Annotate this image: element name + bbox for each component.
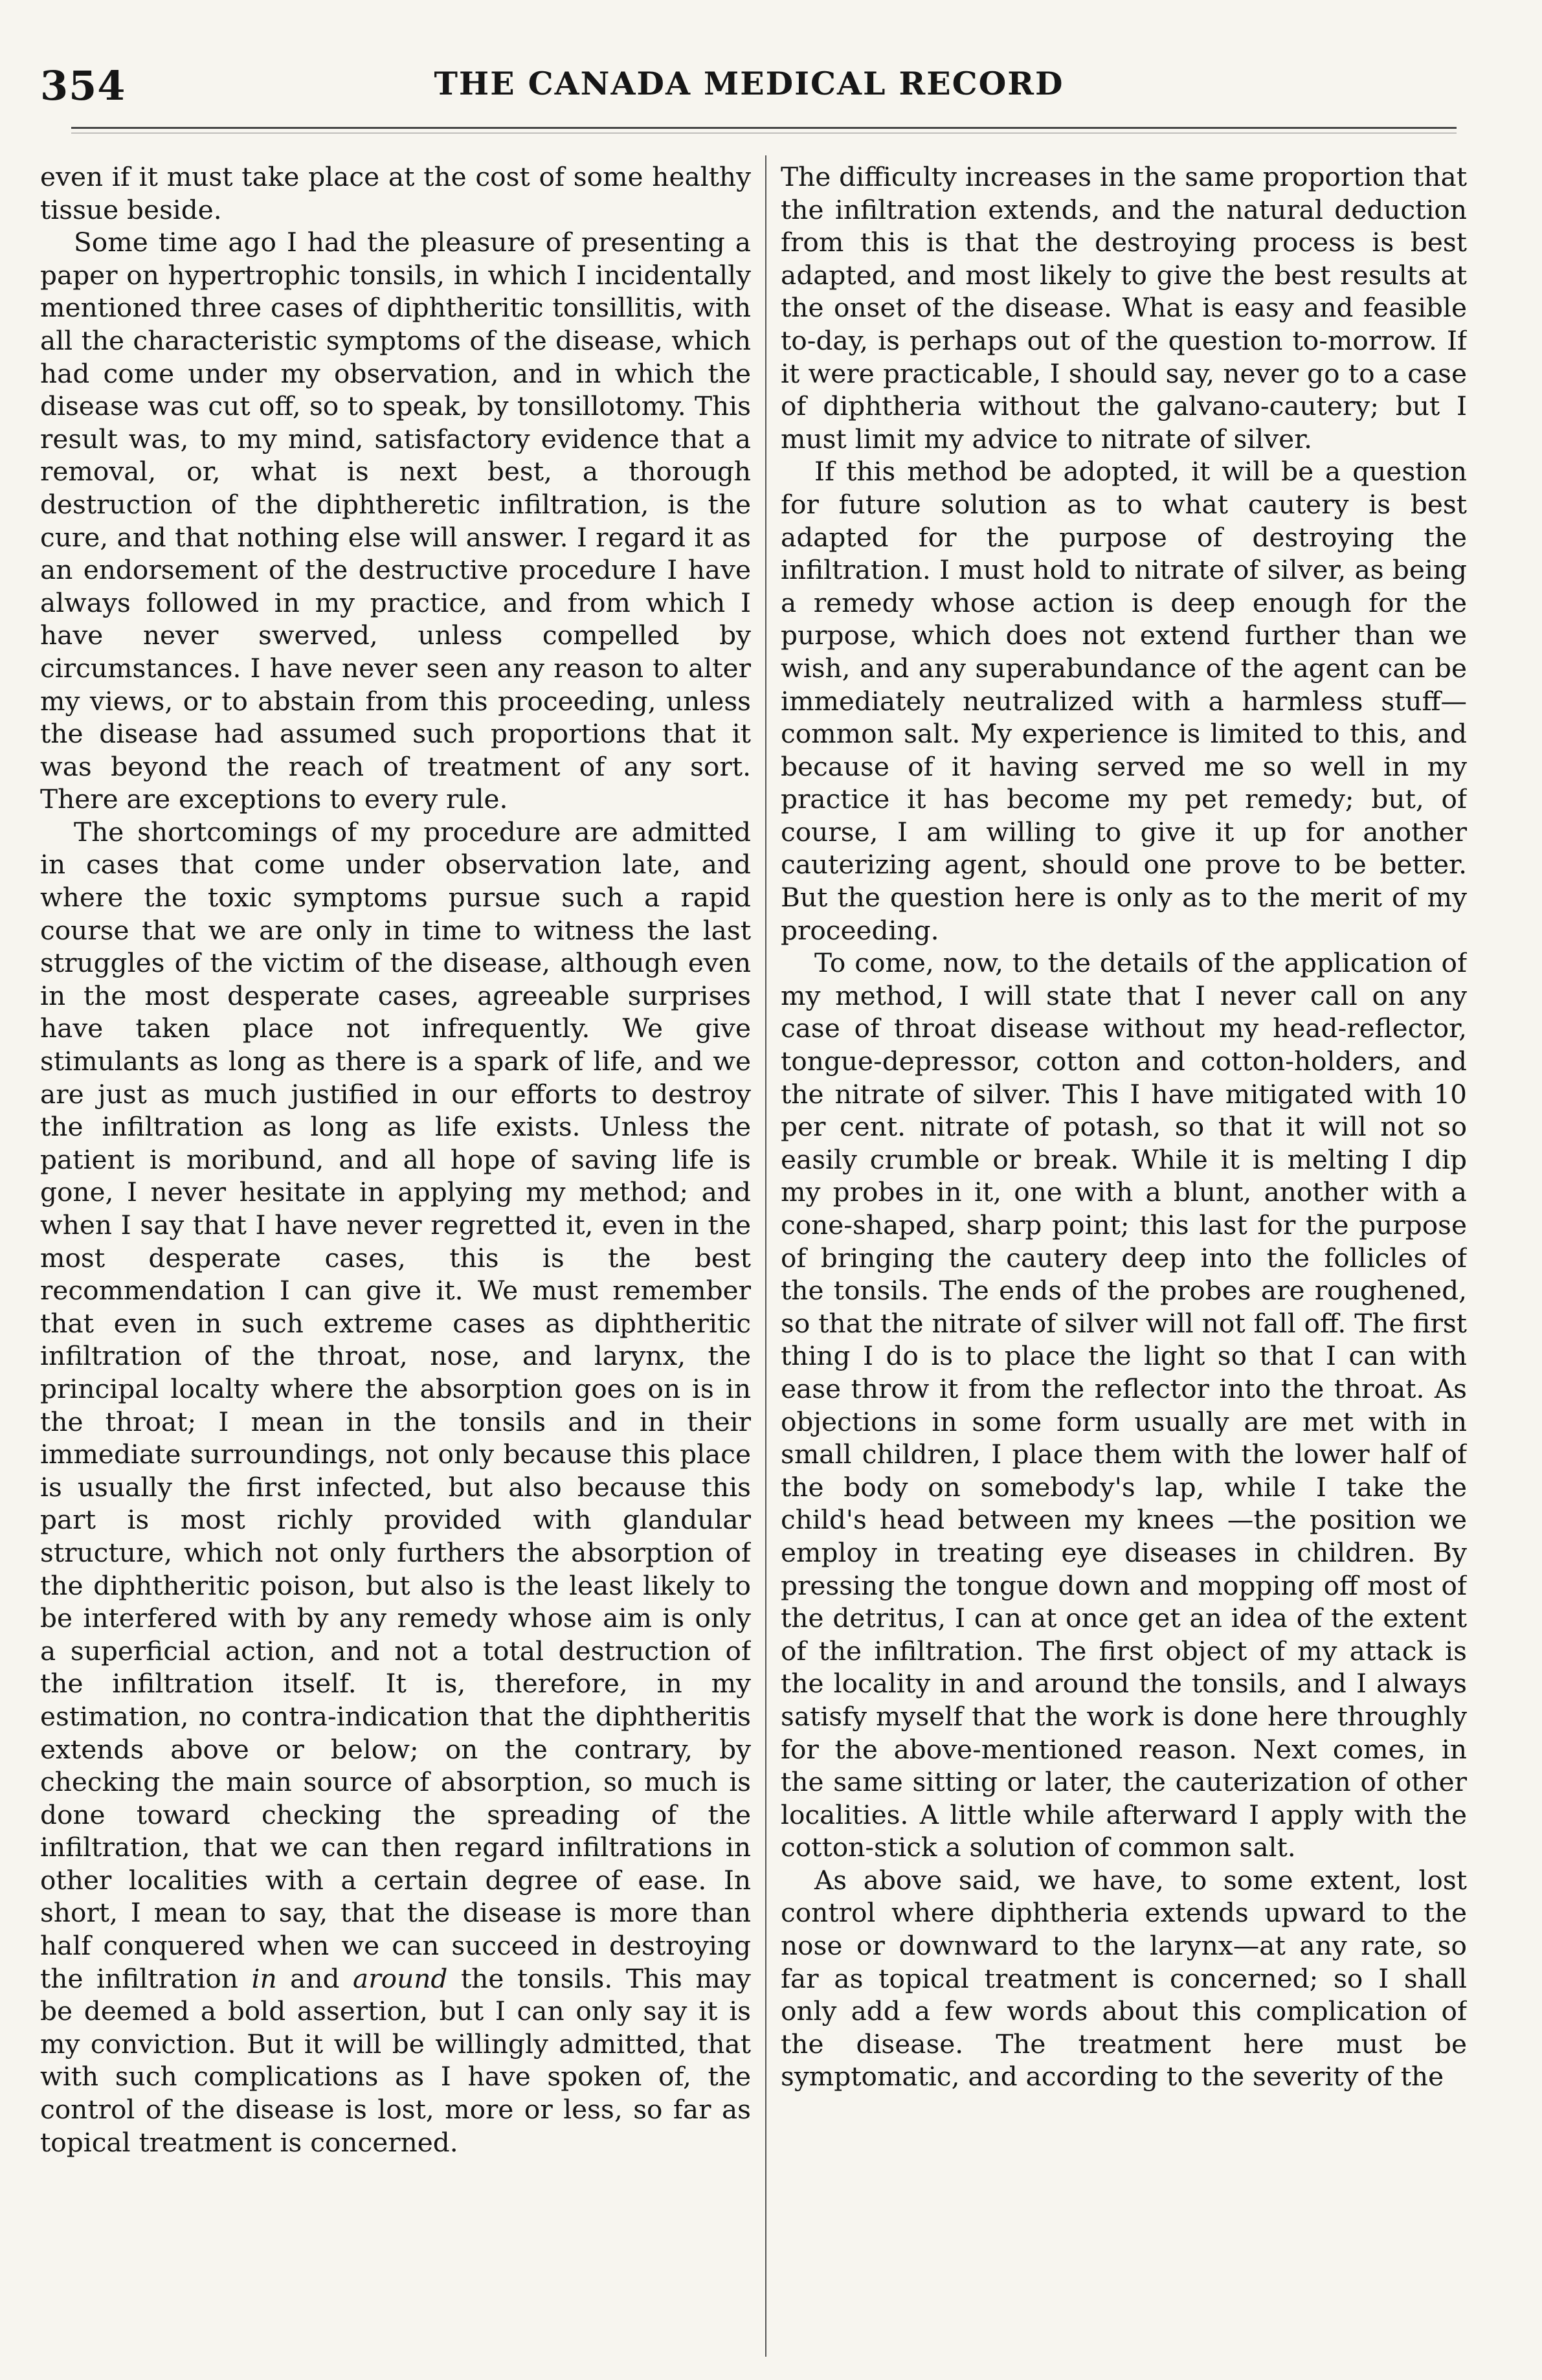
emphasis-in: in [251,1962,277,1994]
paragraph-text: The shortcomings of my procedure are admitted in cases that come under observation late, and where the toxic symptoms pursue such a rapid course that we are only in time to witness the last struggles of the victim of the disease, although even in the most desperate cases, agreeable surprises have taken place not infrequently. We give stimulants as long as there is a spark of life, and we are just as much justified in our efforts to destroy the infiltration as long as life exists. Unless the patient is moribund, and all hope of saving life is gone, I never hesitate in applying my method; and when I say that I have never regretted it, even in the most desperate cases, this is the best recommendation I can give it. We must remember that even in such extreme cases as diphtheritic infiltration of the throat, nose, and larynx, the principal localty where the absorption goes on is in the throat; I mean in the tonsils and in their immediate surroundings, not only because this place is usually the first infected, but also because this part is most richly provided with glandular structure, which not only furthers the absorption of the diphtheritic poison, but also is the least likely to be interfered with by any remedy whose aim is only a superficial action, and not a total destruction of the infiltration itself. It is, therefore, in my estimation, no contra-indication that the diphtheritis extends above or below; on the contrary, by checking the main source of absorption, so much is done toward checking the spreading of the infiltration, that we can then regard infiltrations in other localities with a certain degree of ease. In short, I mean to say, that the disease is more than half conquered when we can succeed in destroying the infiltration [40,816,751,1994]
left-column [40,161,751,2349]
paragraph [40,816,751,2159]
page-number: 354 [40,62,126,109]
paragraph-text: and [290,1962,340,1994]
right-column [781,161,1467,2349]
column-divider [765,155,766,2357]
paragraph-text: the tonsils. This may be deemed a bold assertion, but I can only say it is my conviction. But it will be willingly admitted, that with such complications as I have spoken of, the control of the disease is lost, more or less, so far as topical treatment is concerned. [40,1962,751,2158]
paragraph: To come, now, to the details of the application of my method, I will state that I never call on any case of throat disease without my head-reflector, tongue-depressor, cotton and cotton-holders, and the nitrate of silver. This I have mitigated with 10 per cent. nitrate of potash, so that it will not so easily crumble or break. While it is melting I dip my probes in it, one with a blunt, another with a cone-shaped, sharp point; this last for the purpose of bringing the cautery deep into the follicles of the tonsils. The ends of the probes are roughened, so that the nitrate of silver will not fall off. The first thing I do is to place the light so that I can with ease throw it from the reflector into the throat. As objections in some form usually are met with in small children, I place them with the lower half of the body on somebody's lap, while I take the child's head between my knees —the position we employ in treating eye diseases in children. By pressing the tongue down and mopping off most of the detritus, I can at once get an idea of the extent of the infiltration. The first object of my attack is the locality in and around the tonsils, and I always satisfy myself that the work is done here throughly for the above-mentioned reason. Next comes, in the same sitting or later, the cauterization of other localities. A little while afterward I apply with the cotton-stick a solution of common salt. [781,947,1467,1863]
header-rule [71,127,1457,129]
emphasis-around: around [353,1962,448,1994]
paragraph: As above said, we have, to some extent, lost control where diphtheria extends upward to the nose or downward to the larynx—at any rate, so far as topical treatment is concerned; so I shall only add a few words about this complication of the disease. The treatment here must be symptomatic, and according to the severity of the [781,1864,1467,2093]
page-header [40,47,1458,118]
paragraph: If this method be adopted, it will be a question for future solution as to what cautery is best adapted for the purpose of destroying the infiltration. I must hold to nitrate of silver, as being a remedy whose action is deep enough for the purpose, which does not extend further than we wish, and any superabundance of the agent can be immediately neutralized with a harmless stuff—common salt. My experience is limited to this, and because of it having served me so well in my practice it has become my pet remedy; but, of course, I am willing to give it up for another cauterizing agent, should one prove to be better. But the question here is only as to the merit of my proceeding. [781,456,1467,946]
paragraph: The difficulty increases in the same proportion that the infiltration extends, and the natural deduction from this is that the destroying process is best adapted, and most likely to give the best results at the onset of the disease. What is easy and feasible to-day, is perhaps out of the question to-morrow. If it were practicable, I should say, never go to a case of diphtheria without the galvano-cautery; but I must limit my advice to nitrate of silver. [781,161,1467,455]
paragraph: Some time ago I had the pleasure of presenting a paper on hypertrophic tonsils, in which I incidentally mentioned three cases of diphtheritic tonsillitis, with all the characteristic symptoms of the disease, which had come under my observation, and in which the disease was cut off, so to speak, by tonsillotomy. This result was, to my mind, satisfactory evidence that a removal, or, what is next best, a thorough destruction of the diphtheretic infiltration, is the cure, and that nothing else will answer. I regard it as an endorsement of the destructive procedure I have always followed in my practice, and from which I have never swerved, unless compelled by circumstances. I have never seen any reason to alter my views, or to abstain from this proceeding, unless the disease had assumed such proportions that it was beyond the reach of treatment of any sort. There are exceptions to every rule. [40,227,751,815]
paragraph: even if it must take place at the cost of some healthy tissue beside. [40,161,751,225]
running-title: THE CANADA MEDICAL RECORD [434,65,1064,102]
